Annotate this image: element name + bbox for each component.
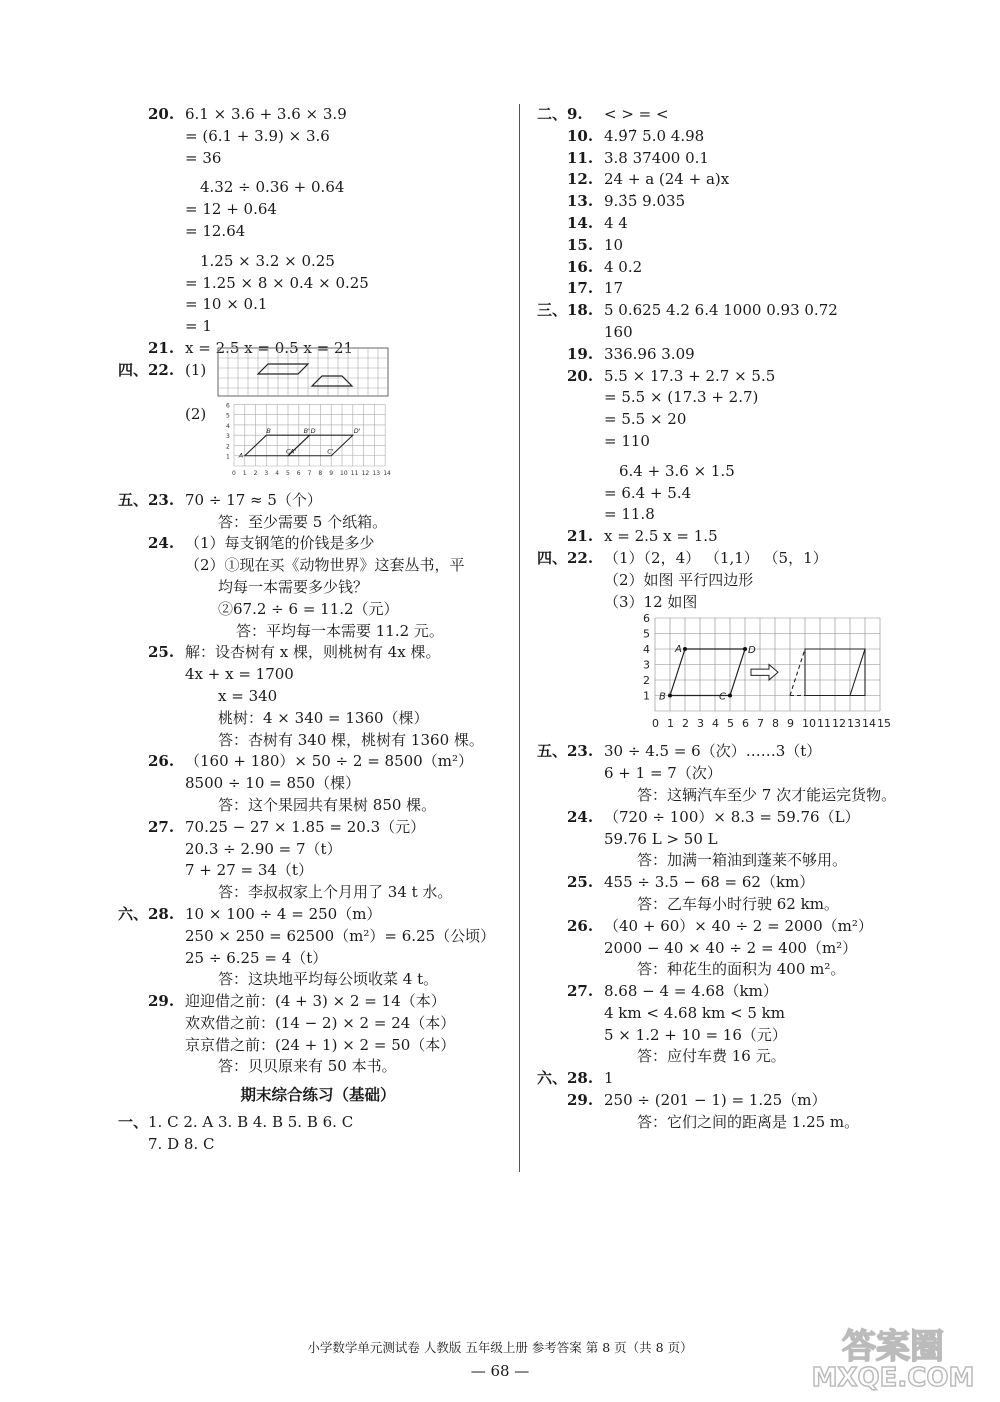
answer-text: （2）①现在买《动物世界》这套丛书，平 <box>185 556 465 575</box>
answer-text: 70.25 − 27 × 1.85 = 20.3（元） <box>185 817 426 836</box>
answer-text: 均每一本需要多少钱？ <box>218 577 369 596</box>
answer-text: 答：应付车费 16 元。 <box>637 1047 786 1066</box>
svg-text:C: C <box>719 691 726 703</box>
watermark-logo <box>808 1322 978 1392</box>
answer-line <box>537 300 957 322</box>
answer-text: 336.96 3.09 <box>604 344 695 363</box>
answer-line <box>118 177 518 199</box>
question-number: 13. <box>567 192 594 211</box>
answer-text: 59.76 L > 50 L <box>604 829 718 848</box>
answer-line <box>537 807 957 829</box>
question-number: 27. <box>567 982 594 1001</box>
answer-line <box>118 1035 518 1057</box>
svg-text:11: 11 <box>350 469 359 477</box>
answer-line <box>537 504 957 526</box>
answer-line <box>537 1068 957 1090</box>
answer-text: 答：贝贝原来有 50 本书。 <box>218 1057 397 1076</box>
answer-text: 5 0.625 4.2 6.4 1000 0.93 0.72 <box>604 301 838 320</box>
svg-text:2: 2 <box>682 717 689 731</box>
answer-line <box>537 1025 957 1047</box>
answer-line <box>118 104 518 126</box>
answer-text: < > = < <box>604 105 669 123</box>
answer-text: = 1 <box>185 317 212 336</box>
answer-text: = 12 + 0.64 <box>185 200 277 219</box>
svg-text:3: 3 <box>643 658 650 672</box>
answer-text: 10 × 100 ÷ 4 = 250（m） <box>185 904 382 923</box>
answer-line <box>118 860 518 882</box>
answer-text: 4 km < 4.68 km < 5 km <box>604 1003 785 1022</box>
svg-text:6: 6 <box>226 402 230 410</box>
question-number: 24. <box>567 807 594 826</box>
svg-text:14: 14 <box>383 469 391 477</box>
question-number: 26. <box>567 916 594 935</box>
question-number: 22. <box>567 548 594 567</box>
svg-text:5: 5 <box>226 412 230 420</box>
left-column <box>118 104 518 1156</box>
answer-text: （1）每支钢笔的价钱是多少 <box>185 534 375 553</box>
answer-line <box>537 148 957 170</box>
svg-text:1: 1 <box>667 717 674 731</box>
answer-text: （1）（2，4） （1,1） （5，1） <box>604 548 828 567</box>
answer-text: 1. C 2. A 3. B 4. B 5. B 6. C <box>148 1113 354 1132</box>
svg-text:12: 12 <box>361 469 370 477</box>
coordinate-grid <box>637 613 957 737</box>
answer-line <box>537 592 957 614</box>
answer-text: 455 ÷ 3.5 − 68 = 62（km） <box>604 873 815 892</box>
answer-text: = 1.25 × 8 × 0.4 × 0.25 <box>185 273 369 292</box>
answer-line <box>537 213 957 235</box>
svg-text:8: 8 <box>772 717 779 731</box>
answer-line <box>118 273 518 295</box>
answer-line <box>118 490 518 512</box>
answer-text: 5.5 × 17.3 + 2.7 × 5.5 <box>604 366 776 385</box>
svg-text:6: 6 <box>296 469 301 477</box>
answer-text: = 5.5 × (17.3 + 2.7) <box>604 388 759 407</box>
answer-line <box>537 409 957 431</box>
answer-line <box>537 785 957 807</box>
svg-text:10: 10 <box>340 469 348 477</box>
answer-text: = 10 × 0.1 <box>185 295 268 314</box>
svg-text:2: 2 <box>226 443 230 451</box>
answer-line <box>118 926 518 948</box>
parallelogram-abcd <box>670 649 745 696</box>
answer-text: 答：杏树有 340 棵，桃树有 1360 棵。 <box>218 730 484 749</box>
answer-line <box>118 316 518 338</box>
answer-text: = 110 <box>604 431 650 450</box>
question-number: 15. <box>567 235 594 254</box>
answer-line <box>537 829 957 851</box>
question-number: 25. <box>148 643 175 662</box>
answer-line <box>537 461 957 483</box>
section-number: 五、 <box>118 490 149 509</box>
answer-text: (1) <box>185 360 207 379</box>
answer-text: 答：这个果园共有果树 850 棵。 <box>218 795 437 814</box>
answer-line <box>118 795 518 817</box>
svg-text:1: 1 <box>242 469 247 477</box>
page-number: — 68 — <box>470 1362 530 1380</box>
footer-info: 小学数学单元测试卷 人教版 五年级上册 参考答案 第 8 页（共 8 页） <box>307 1340 693 1355</box>
question-number: 11. <box>567 148 594 167</box>
answer-line <box>118 126 518 148</box>
answer-text: 4 0.2 <box>604 257 643 276</box>
answer-text: 欢欢借之前：(14 − 2) × 2 = 24（本） <box>185 1013 456 1032</box>
answer-text: 6.4 + 3.6 × 1.5 <box>619 461 735 480</box>
question-number: 26. <box>148 752 175 771</box>
answer-line <box>537 387 957 409</box>
answer-text: 1 <box>604 1069 614 1088</box>
answer-text: 4x + x = 1700 <box>185 665 294 684</box>
svg-text:A': A' <box>290 447 297 456</box>
svg-text:2: 2 <box>643 674 650 688</box>
answer-line <box>537 526 957 548</box>
question-number: 25. <box>567 873 594 892</box>
question-number: 9. <box>567 105 583 123</box>
svg-text:12: 12 <box>832 717 846 731</box>
section-number: 四、 <box>537 548 568 567</box>
svg-text:3: 3 <box>264 469 269 477</box>
answer-line <box>537 483 957 505</box>
answer-text: = 6.4 + 5.4 <box>604 483 692 502</box>
svg-text:B: B <box>266 426 271 435</box>
answer-text: x = 340 <box>218 686 278 705</box>
answer-text: （40 + 60）× 40 ÷ 2 = 2000（m²） <box>604 916 873 935</box>
answer-text: 6.1 × 3.6 + 3.6 × 3.9 <box>185 105 347 123</box>
svg-text:A: A <box>238 451 244 460</box>
question-number: 21. <box>567 527 594 546</box>
svg-text:6: 6 <box>742 717 749 731</box>
svg-text:B': B' <box>303 426 310 435</box>
answer-line <box>118 708 518 730</box>
answer-line <box>537 169 957 191</box>
answer-line <box>118 773 518 795</box>
answer-text: x = 2.5 x = 1.5 <box>604 527 718 546</box>
svg-text:4: 4 <box>226 422 230 430</box>
parallelogram-shape <box>258 364 308 374</box>
answer-line <box>118 817 518 839</box>
svg-text:B: B <box>659 691 666 703</box>
answer-text: 4.9̇7̇ 5.0 4.98 <box>604 126 705 145</box>
answer-line <box>537 278 957 300</box>
answer-line <box>537 1090 957 1112</box>
answer-line <box>118 577 518 599</box>
answer-text: 70 ÷ 17 ≈ 5（个） <box>185 490 322 509</box>
svg-text:D': D' <box>353 426 361 435</box>
question-number: 17. <box>567 279 594 298</box>
answer-text: 20.3 ÷ 2.90 = 7（t） <box>185 839 342 858</box>
answer-line <box>537 1003 957 1025</box>
answer-line <box>118 882 518 904</box>
answer-text: = 11.8 <box>604 505 655 524</box>
answer-line <box>118 533 518 555</box>
svg-text:1: 1 <box>643 689 650 703</box>
answer-text: 250 ÷ (201 − 1) = 1.25（m） <box>604 1091 827 1110</box>
coordinate-grid <box>222 400 518 482</box>
answer-text: 4.32 ÷ 0.36 + 0.64 <box>200 178 345 197</box>
answer-text: ②67.2 ÷ 6 = 11.2（元） <box>218 599 399 618</box>
answer-line <box>118 948 518 970</box>
answer-text: 10 <box>604 235 624 254</box>
question-number: 19. <box>567 344 594 363</box>
answer-text: 答：加满一箱油到蓬莱不够用。 <box>637 851 848 870</box>
answer-line <box>537 126 957 148</box>
answer-text: 答：平均每一本需要 11.2 元。 <box>236 621 444 640</box>
svg-text:4: 4 <box>712 717 719 731</box>
answer-line <box>537 191 957 213</box>
svg-text:9: 9 <box>787 717 794 731</box>
question-number: 24. <box>148 534 175 553</box>
answer-line <box>537 431 957 453</box>
answer-text: 京京借之前：(24 + 1) × 2 = 50（本） <box>185 1035 456 1054</box>
answer-line <box>537 981 957 1003</box>
svg-text:D: D <box>748 645 756 657</box>
svg-text:14: 14 <box>862 717 876 731</box>
answer-text: 8.68 − 4 = 4.68（km） <box>604 982 778 1001</box>
answer-line <box>118 251 518 273</box>
answer-line <box>537 872 957 894</box>
answer-text: 答：乙车每小时行驶 62 km。 <box>637 894 839 913</box>
section-number: 五、 <box>537 742 568 761</box>
question-number: 18. <box>567 301 594 320</box>
answer-line <box>537 366 957 388</box>
answer-line <box>537 1046 957 1068</box>
column-divider <box>519 104 520 1172</box>
svg-text:11: 11 <box>817 717 831 731</box>
svg-text:4: 4 <box>275 469 280 477</box>
svg-text:4: 4 <box>643 643 650 657</box>
answer-line <box>537 344 957 366</box>
answer-line <box>537 938 957 960</box>
right-column <box>537 104 957 1134</box>
section-title: 期末综合练习（基础） <box>240 1085 396 1105</box>
answer-line <box>118 621 518 643</box>
coordinate-grid <box>218 348 518 400</box>
svg-text:0: 0 <box>232 469 236 477</box>
answer-line <box>537 959 957 981</box>
arrow-icon <box>751 665 778 681</box>
answer-text: 答：种花生的面积为 400 m²。 <box>637 960 846 979</box>
answer-text: 25 ÷ 6.25 = 4（t） <box>185 948 328 967</box>
answer-line <box>118 148 518 170</box>
answer-text: 8500 ÷ 10 = 850（棵） <box>185 774 361 793</box>
svg-text:C': C' <box>327 447 334 456</box>
watermark-top: 答案圈 <box>842 1327 944 1367</box>
answer-line <box>118 664 518 686</box>
question-number: 23. <box>148 490 175 509</box>
answer-line <box>537 916 957 938</box>
answer-line <box>118 751 518 773</box>
section-number: 二、 <box>537 105 568 123</box>
question-number: 23. <box>567 742 594 761</box>
answer-text: 250 × 250 = 62500（m²）= 6.25（公顷） <box>185 926 496 945</box>
svg-text:C: C <box>286 447 291 456</box>
svg-text:13: 13 <box>372 469 381 477</box>
answer-text: 30 ÷ 4.5 = 6（次）……3（t） <box>604 742 822 761</box>
watermark-bottom: MXQE.COM <box>811 1363 975 1393</box>
question-number: 27. <box>148 817 175 836</box>
answer-line <box>118 686 518 708</box>
answer-line <box>118 642 518 664</box>
svg-text:0: 0 <box>652 717 659 731</box>
svg-text:A: A <box>675 644 682 656</box>
svg-text:3: 3 <box>226 432 230 440</box>
answer-text: 9.3̇5̇ 9.0̇35̇ <box>604 192 686 211</box>
answer-text: （3）12 如图 <box>604 592 698 611</box>
answer-text: 答：至少需要 5 个纸箱。 <box>218 512 388 531</box>
answer-line <box>537 570 957 592</box>
section-number: 六、 <box>537 1069 568 1088</box>
answer-line <box>537 322 957 344</box>
answer-line <box>537 235 957 257</box>
svg-text:7: 7 <box>307 469 312 477</box>
answer-text: 4 4 <box>604 213 628 232</box>
answer-text: （2）如图 平行四边形 <box>604 570 754 589</box>
answer-text: 17 <box>604 279 624 298</box>
choice-answers <box>118 1134 518 1156</box>
answer-text: 7. D 8. C <box>148 1135 215 1154</box>
answer-line <box>118 199 518 221</box>
answer-text: 24 + a (24 + a)x <box>604 170 730 189</box>
question-number: 16. <box>567 257 594 276</box>
answer-text: 6 + 1 = 7（次） <box>604 764 722 783</box>
svg-text:5: 5 <box>286 469 290 477</box>
svg-text:6: 6 <box>643 612 650 626</box>
question-number: 29. <box>567 1091 594 1110</box>
svg-text:8: 8 <box>318 469 323 477</box>
question-number: 22. <box>148 360 175 379</box>
answer-line <box>118 991 518 1013</box>
answer-text: 5 × 1.2 + 10 = 16（元） <box>604 1025 787 1044</box>
answer-text: = (6.1 + 3.9) × 3.6 <box>185 126 330 145</box>
answer-line <box>118 294 518 316</box>
answer-line <box>118 1013 518 1035</box>
answer-text: = 5.5 × 20 <box>604 410 687 429</box>
section-number: 六、 <box>118 904 149 923</box>
section-number: 一、 <box>118 1113 149 1132</box>
question-number: 20. <box>148 105 175 123</box>
answer-line <box>537 1112 957 1134</box>
svg-text:13: 13 <box>847 717 861 731</box>
answer-text: 桃树：4 × 340 = 1360（棵） <box>218 708 429 727</box>
answer-line <box>537 104 957 126</box>
answer-line <box>537 741 957 763</box>
answer-text: 3.8 37400 0.1 <box>604 148 709 167</box>
answer-line <box>118 969 518 991</box>
answer-line <box>118 904 518 926</box>
answer-text: 1.25 × 3.2 × 0.25 <box>200 251 335 270</box>
answer-text: (2) <box>185 404 207 423</box>
answer-line <box>537 850 957 872</box>
answer-text: = 36 <box>185 148 222 167</box>
answer-text: = 12.64 <box>185 221 246 240</box>
answer-text: （160 + 180）× 50 ÷ 2 = 8500（m²） <box>185 752 473 771</box>
question-number: 12. <box>567 170 594 189</box>
svg-text:7: 7 <box>757 717 764 731</box>
answer-text: 160 <box>604 322 633 341</box>
question-number: 21. <box>148 338 175 357</box>
answer-line <box>118 839 518 861</box>
answer-line <box>118 599 518 621</box>
answer-text: 解：设杏树有 x 棵，则桃树有 4x 棵。 <box>185 643 441 662</box>
answer-line <box>537 257 957 279</box>
answer-text: 迎迎借之前：(4 + 3) × 2 = 14（本） <box>185 992 446 1011</box>
answer-line <box>118 512 518 534</box>
answer-text: 答：这块地平均每公顷收菜 4 t。 <box>218 970 439 989</box>
question-number: 28. <box>567 1069 594 1088</box>
svg-text:5: 5 <box>643 627 650 641</box>
svg-text:1: 1 <box>226 453 230 461</box>
answer-text: 答：李叔叔家上个月用了 34 t 水。 <box>218 883 453 902</box>
choice-answers <box>118 1112 518 1134</box>
answer-line <box>118 221 518 243</box>
answer-text: 答：它们之间的距离是 1.25 m。 <box>637 1112 860 1131</box>
answer-text: 2000 − 40 × 40 ÷ 2 = 400（m²） <box>604 938 858 957</box>
answer-line <box>118 555 518 577</box>
section-number: 四、 <box>118 360 149 379</box>
answer-text: （720 ÷ 100）× 8.3 = 59.76（L） <box>604 807 860 826</box>
answer-text: 答：这辆汽车至少 7 次才能运完货物。 <box>637 785 897 804</box>
answer-line <box>118 1056 518 1078</box>
answer-line <box>537 894 957 916</box>
svg-text:10: 10 <box>802 717 816 731</box>
svg-text:D: D <box>310 426 316 435</box>
question-number: 10. <box>567 126 594 145</box>
question-number: 20. <box>567 366 594 385</box>
svg-text:5: 5 <box>727 717 734 731</box>
svg-text:15: 15 <box>877 717 891 731</box>
answer-text: x = 2.5 x = 0.5 x = 21 <box>185 338 354 357</box>
section-number: 三、 <box>537 301 568 320</box>
answer-line <box>537 548 957 570</box>
question-number: 28. <box>148 904 175 923</box>
answer-text: 7 + 27 = 34（t） <box>185 861 313 880</box>
svg-text:3: 3 <box>697 717 704 731</box>
svg-text:9: 9 <box>329 469 334 477</box>
question-number: 29. <box>148 992 175 1011</box>
svg-text:2: 2 <box>253 469 258 477</box>
answer-line <box>118 730 518 752</box>
question-number: 14. <box>567 213 594 232</box>
answer-line <box>537 763 957 785</box>
